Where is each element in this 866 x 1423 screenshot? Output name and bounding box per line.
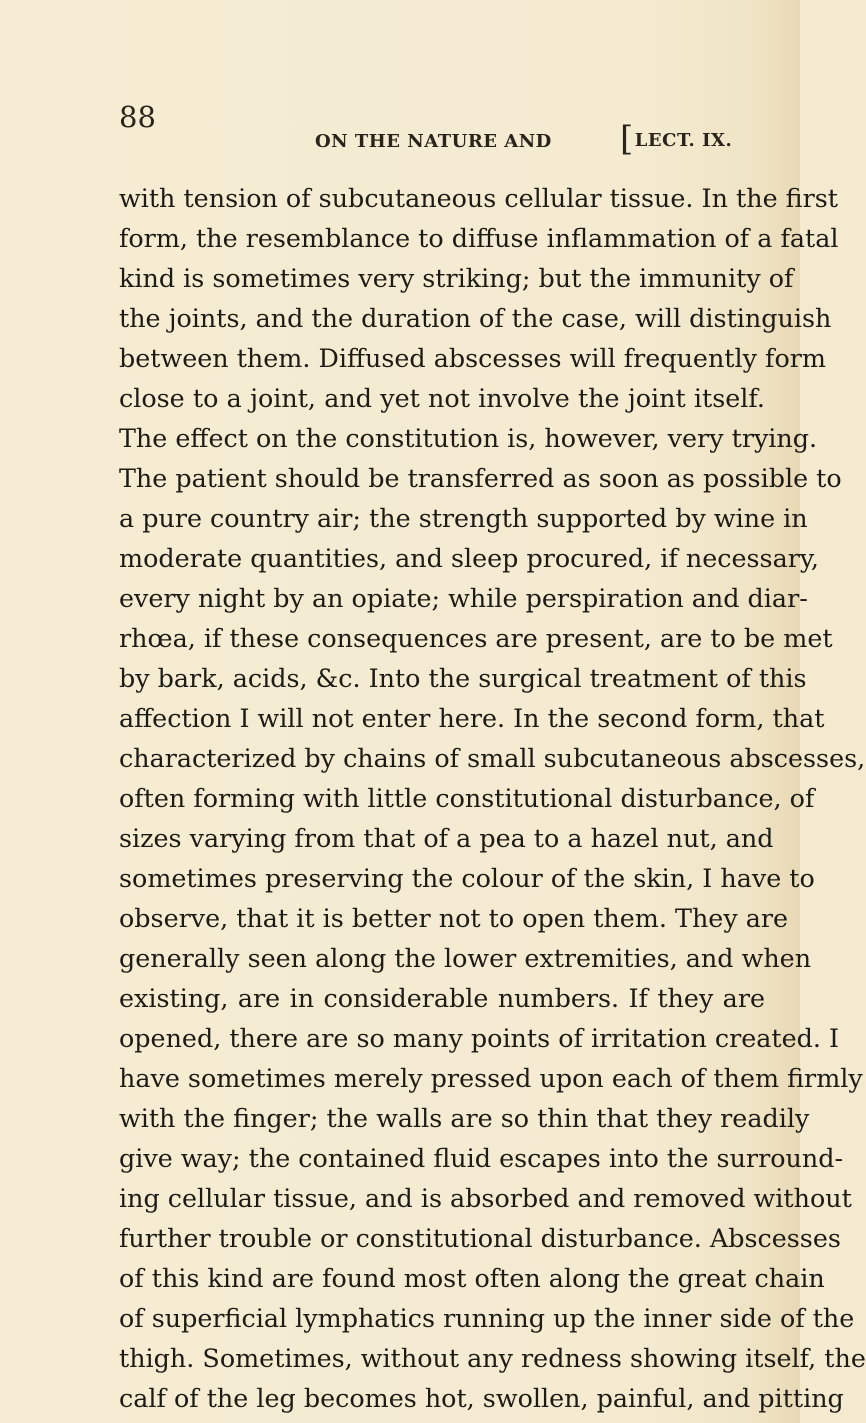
text-line: generally seen along the lower extremities, and when xyxy=(119,943,812,973)
text-line: with tension of subcutaneous cellular tissue. In the first xyxy=(119,183,838,213)
text-line: sometimes preserving the colour of the skin, I have to xyxy=(119,863,815,893)
page-number: 88 xyxy=(119,100,156,134)
text-line: of this kind are found most often along the great chain xyxy=(119,1263,825,1293)
text-line: form, the resemblance to diffuse inflammation of a fatal xyxy=(119,223,839,253)
lecture-label: LECT. IX. xyxy=(634,130,733,151)
text-line: The effect on the constitution is, however, very trying. xyxy=(119,423,818,453)
text-line: of superficial lymphatics running up the inner side of the xyxy=(119,1303,855,1333)
text-line: the joints, and the duration of the case, will distinguish xyxy=(119,303,832,333)
text-line: kind is sometimes very striking; but the immunity of xyxy=(119,263,794,293)
text-line: rhœa, if these consequences are present, are to be met xyxy=(119,623,833,653)
text-line: further trouble or constitutional disturbance. Abscesses xyxy=(119,1223,841,1253)
page-header xyxy=(0,86,800,159)
running-title: ON THE NATURE AND xyxy=(315,131,552,152)
text-line: a pure country air; the strength supported by wine in xyxy=(119,503,808,533)
text-line: affection I will not enter here. In the second form, that xyxy=(119,703,825,733)
text-line: opened, there are so many points of irritation created. I xyxy=(119,1023,840,1053)
text-line: The patient should be transferred as soon as possible to xyxy=(119,463,842,493)
text-line: between them. Diffused abscesses will frequently form xyxy=(119,343,826,373)
text-line: thigh. Sometimes, without any redness showing itself, the xyxy=(119,1343,866,1373)
lecture-bracket: [ xyxy=(620,119,634,159)
text-line: have sometimes merely pressed upon each of them firmly xyxy=(119,1063,863,1093)
text-line: often forming with little constitutional disturbance, of xyxy=(119,783,815,813)
text-line: with the finger; the walls are so thin that they readily xyxy=(119,1103,810,1133)
lecture-reference xyxy=(620,119,732,159)
text-line: close to a joint, and yet not involve the joint itself. xyxy=(119,383,765,413)
text-line: ing cellular tissue, and is absorbed and removed without xyxy=(119,1183,852,1213)
text-line: sizes varying from that of a pea to a hazel nut, and xyxy=(119,823,774,853)
text-line: observe, that it is better not to open them. They are xyxy=(119,903,789,933)
text-line: every night by an opiate; while perspiration and diar- xyxy=(119,583,808,613)
text-line: moderate quantities, and sleep procured, if necessary, xyxy=(119,543,819,573)
text-line: characterized by chains of small subcutaneous abscesses, xyxy=(119,743,866,773)
text-line: existing, are in considerable numbers. If they are xyxy=(119,983,765,1013)
text-line: by bark, acids, &c. Into the surgical treatment of this xyxy=(119,663,807,693)
text-line: give way; the contained fluid escapes into the surround- xyxy=(119,1143,844,1173)
text-line: calf of the leg becomes hot, swollen, painful, and pitting xyxy=(119,1383,844,1413)
